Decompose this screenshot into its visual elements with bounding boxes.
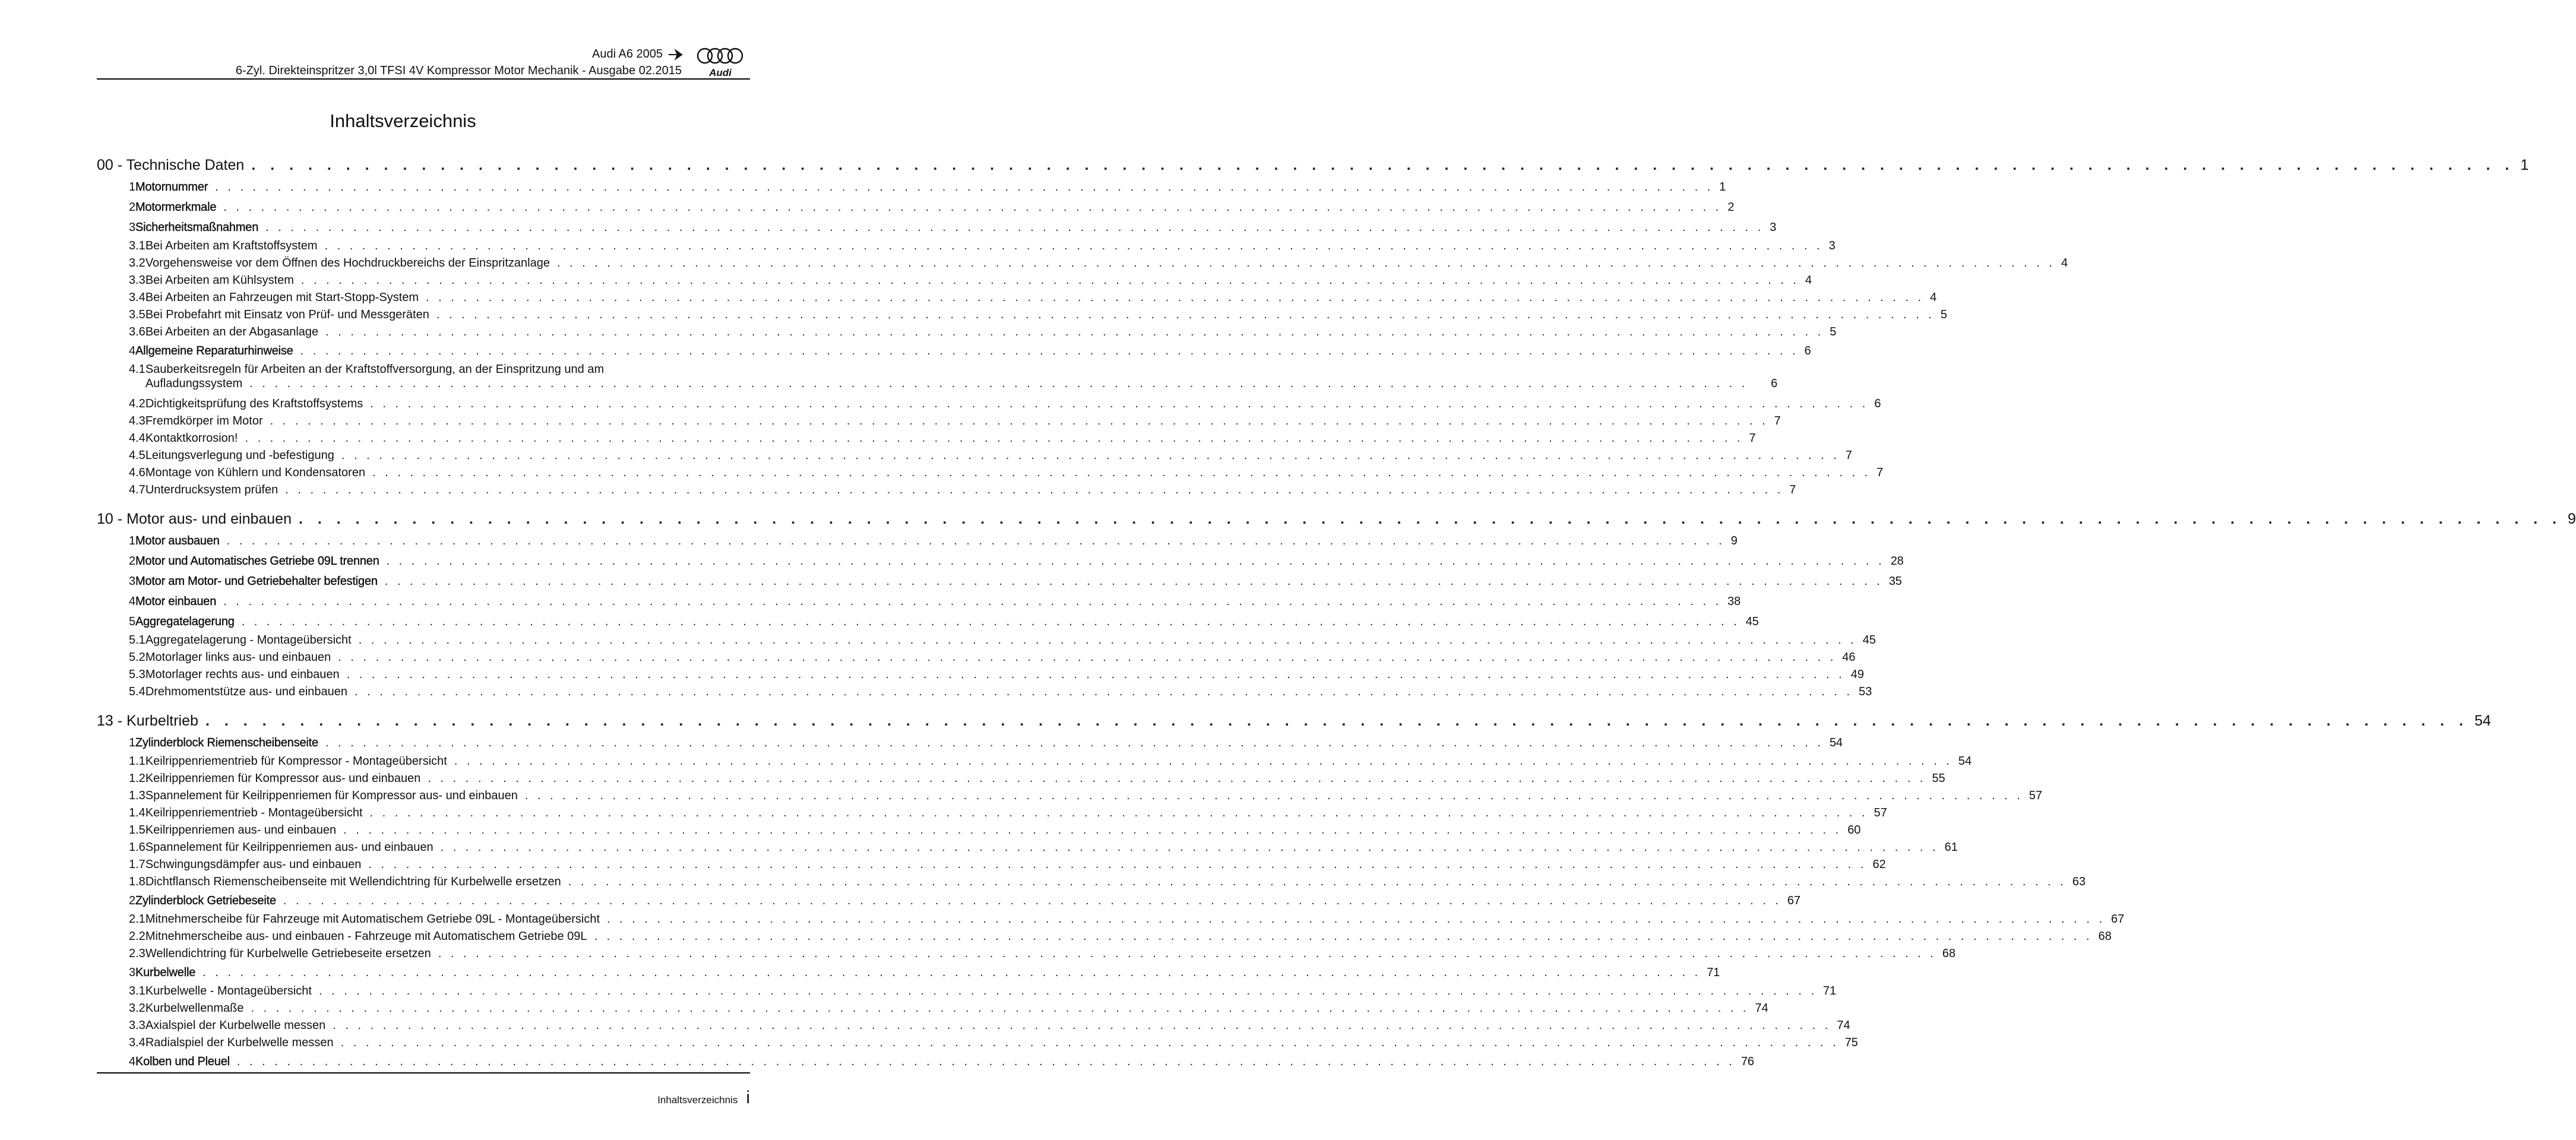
entry-title: Mitnehmerscheibe für Fahrzeuge mit Automatischem Getriebe 09L - Montageübersicht bbox=[145, 913, 600, 926]
table-of-contents bbox=[97, 153, 2576, 1072]
entry-page: 7 bbox=[1845, 449, 1853, 462]
leader-dots: . . . . . . . . . . . . . . . . . . . . . . . . . . . . . . . . . . . . . . . . . . . . . . . . . . . . . . . . . . . . . . . . . . . . . . . . . . . . . . . . . . . . . . . . . . . . . . . . . . . . . . . . . . . . . . . . . . . . . . . . bbox=[368, 858, 1867, 871]
leader-dots: . . . . . . . . . . . . . . . . . . . . . . . . . . . . . . . . . . . . . . . . . . . . . . . . . . . . . . . . . . . . . . . . . . . . . . . . . . . . . . . . . . . . . . . . . . . . . . . . . . . . . . . . . . . . . . . . . . . . . . . . bbox=[300, 274, 1799, 287]
leader-dots: . . . . . . . . . . . . . . . . . . . . . . . . . . . . . . . . . . . . . . . . . . . . . . . . . . . . . . . . . . . . . . . . . . . . . . . . . . . . . . . . . . . . . . . . . . . . . . . . . . . . . . . . . . . . . . . . . . . . . . . . bbox=[245, 432, 1743, 445]
toc-entry[interactable] bbox=[97, 928, 2112, 945]
toc-entry[interactable] bbox=[97, 683, 1872, 701]
toc-entry[interactable] bbox=[97, 822, 1861, 839]
leader-dots: . . . . . . . . . . . . . . . . . . . . . . . . . . . . . . . . . . . . . . . . . . . . . . . . . . . . . . . . . . . . . . . . . . . . . . . . . . . . . . . . . . . . . . . . . . . . . . . . . . . . . . . . . . . . . . . . . . . . . . . . bbox=[249, 377, 1748, 390]
chapter-title: 13 - Kurbeltrieb bbox=[97, 712, 198, 729]
leader-dots: . . . . . . . . . . . . . . . . . . . . . . . . . . . . . . . . . . . . . . . . . . . . . . . . . . . . . . . . . . . . . . . . . . . . . . . . . . . . . . . . . . . . . . . . . . . . . . . . . . . . . . . . . . . . . . . . . . . . . . . . bbox=[607, 913, 2106, 926]
entry-title: Keilrippenriementrieb für Kompressor - Montageübersicht bbox=[145, 755, 447, 768]
leader-dots: . . . . . . . . . . . . . . . . . . . . . . . . . . . . . . . . . . . . . . . . . . . . . . . . . . . . . . . . . . . . . . . . . . . . . . . . . . . . . . . . . . . . . . . . . . . . . . . . . . . . . . . . . . . . . . . . . . . . . . . . bbox=[355, 685, 1853, 698]
leader-dots: . . . . . . . . . . . . . . . . . . . . . . . . . . . . . . . . . . . . . . . . . . . . . . . . . . . . . . . . . . . . . . . . . . . . . . . . . . . . . . . . . . . . . . . . . . . . . . . . . . . . . . . . . . . . . . . . . . . . . . . . bbox=[202, 966, 1701, 979]
toc-entry[interactable] bbox=[97, 197, 1735, 217]
entry-title: Motor und Automatisches Getriebe 09L trennen bbox=[135, 555, 379, 568]
leader-dots: . . . . . . . . . . . . . . . . . . . . . . . . . . . . . . . . . . . . . . . . . . . . . . . . . . . . . . . . . . . . . . . . . . . . . . . . . . . . . . . . . . . . . . . . . . . . . . . . . . . . . . . . . . . . . . . . . . . . . . . . bbox=[426, 291, 1925, 304]
entry-title: Zylinderblock Getriebeseite bbox=[135, 894, 276, 907]
leader-dots: . . . . . . . . . . . . . . . . . . . . . . . . . . . . . . . . . . . . . . . . . . . . . . . . . . . . . . . . . . . . . . . . . . . . . . . . . . . . . . . . . . . . . . . . . . . . . . . . . . . . . . . . . . . . . . . . . . . . . . . . bbox=[215, 180, 1714, 194]
entry-page: 63 bbox=[2072, 875, 2086, 888]
footer-label: Inhaltsverzeichnis bbox=[657, 1094, 738, 1106]
entry-title: Kurbelwelle - Montageübersicht bbox=[145, 984, 312, 998]
entry-number: 1.2 bbox=[129, 772, 145, 785]
entry-number: 2.1 bbox=[129, 913, 145, 926]
leader-dots: . . . . . . . . . . . . . . . . . . . . . . . . . . . . . . . . . . . . . . . . . . . . . . . . . . . . . . . . . . . . . . . . . . . . . . . . . . . . . . . . . . . . . . . . . . . . . . . . . . . . . . . . . . . . . . . . . . . . . . . . bbox=[568, 875, 2067, 888]
toc-entry[interactable] bbox=[97, 591, 1741, 612]
entry-title: Aggregatelagerung - Montageübersicht bbox=[145, 634, 352, 647]
leader-dots: . . . . . . . . . . . . . . . . . . . . . . . . . . . . . . . . . . . . . . . . . . . . . . . . . . . . . . . . . . . . . . . . . . . . . . . . . . . . . . . . . . . . . . . . . . . . . . . . . . . . . . . . . . . . . . . . . . . . . . . . bbox=[358, 634, 1857, 647]
entry-number: 3.3 bbox=[129, 274, 145, 287]
leader-dots: . . . . . . . . . . . . . . . . . . . . . . . . . . . . . . . . . . . . . . . . . . . . . . . . . . . . . . . . . . . . . . . . . . . . . . . . . . . . . . . . . . . . . . . . . . . . . . . . . . . . . . . . . . . . . . . . . . . . . . . . bbox=[283, 894, 1781, 907]
entry-page: 7 bbox=[1774, 414, 1781, 428]
entry-title: Keilrippenriemen für Kompressor aus- und einbauen bbox=[145, 772, 421, 785]
entry-page: 2 bbox=[1727, 201, 1735, 214]
leader-dots: . . . . . . . . . . . . . . . . . . . . . . . . . . . . . . . . . . . . . . . . . . . . . . . . . . . . . . . . . . . . . . . . . . . . . . . . . . . . . . . . . . . . . . . . . . . . . . . . . . . . . . . . . . . . . . . . . . . . . . . . bbox=[251, 1002, 1749, 1015]
leader-dots: . . . . . . . . . . . . . . . . . . . . . . . . . . . . . . . . . . . . . . . . . . . . . . . . . . . . . . . . . . . . . . . . . . . . . . . . . . . . . . . . . . . . . . . . . . . . . . . . . . . . . . . . . . . . . . . . . . . . . . . . bbox=[341, 449, 1840, 462]
entry-page: 6 bbox=[1874, 397, 1881, 410]
entry-title: Motormerkmale bbox=[135, 201, 217, 214]
toc-entry[interactable] bbox=[97, 945, 1956, 962]
entry-page: 46 bbox=[1842, 651, 1856, 664]
footer-divider bbox=[97, 1072, 750, 1074]
entry-page: 67 bbox=[1787, 894, 1800, 907]
toc-entry[interactable] bbox=[97, 430, 1756, 447]
entry-title: Aggregatelagerung bbox=[135, 615, 235, 628]
entry-page: 5 bbox=[1830, 325, 1837, 338]
toc-entry[interactable] bbox=[97, 839, 1958, 856]
entry-page: 54 bbox=[1829, 736, 1843, 749]
entry-title: Axialspiel der Kurbelwelle messen bbox=[145, 1019, 326, 1032]
entry-page: 75 bbox=[1844, 1036, 1858, 1049]
toc-entry[interactable] bbox=[97, 983, 1837, 1000]
toc-entry[interactable] bbox=[97, 531, 1738, 551]
entry-number: 4.5 bbox=[129, 449, 145, 462]
entry-number: 1.5 bbox=[129, 824, 145, 837]
entry-title: Keilrippenriemen aus- und einbauen bbox=[145, 824, 337, 837]
entry-page: 53 bbox=[1859, 685, 1872, 698]
entry-title: Motor einbauen bbox=[135, 595, 217, 608]
entry-title-line2 bbox=[145, 376, 1777, 391]
leader-dots: . . . . . . . . . . . . . . . . . . . . . . . . . . . . . . . . . . . . . . . . . . . . . . . . . . . . . . . . . . . . . . . . . . . . . . . . . . . . . . . . . . . . . . . . . . . . . . . . . . . . . . . . . . . . . . . . . . . . . . . . bbox=[300, 344, 1799, 357]
leader-dots: . . . . . . . . . . . . . . . . . . . . . . . . . . . . . . . . . . . . . . . . . . . . . . . . . . . . . . . . . . . . . . . . . . . . . . . . . . . . . . . . . . . . . . . . . . . . . . . . . . . . . . . . . . . . . . . . . . . . . . . . bbox=[223, 201, 1722, 214]
entry-number: 1 bbox=[129, 534, 135, 547]
entry-title: Fremdkörper im Motor bbox=[145, 414, 263, 428]
toc-entry[interactable] bbox=[97, 306, 1947, 324]
entry-number: 5 bbox=[129, 615, 135, 628]
leader-dots: . . . . . . . . . . . . . . . . . . . . . . . . . . . . . . . . . . . . . . . . . . . . . . . . . . . . . . . . . . . . . . . . . . . . . . . . . . . . . . . . . . . . . . . . . . . . . . . . . . . . . . . . . . . . . . . . . . . . . . . . bbox=[436, 308, 1935, 321]
leader-dots: . . . . . . . . . . . . . . . . . . . . . . . . . . . . . . . . . . . . . . . . . . . . . . . . . . . . . . . . . . . . . . . . . . . . . . . . . . . . . . . . . . . . . . . . . . . . . . . . . . . . . . . . . . . . . . . . . . . . . . . . bbox=[386, 555, 1885, 568]
entry-title: Spannelement für Keilrippenriemen für Kompressor aus- und einbauen bbox=[145, 789, 518, 802]
entry-title: Motornummer bbox=[135, 180, 208, 194]
entry-page: 61 bbox=[1944, 841, 1958, 854]
entry-page: 4 bbox=[2061, 256, 2068, 270]
entry-page: 4 bbox=[1930, 291, 1937, 304]
leader-dots: . . . . . . . . . . . . . . . . . . . . . . . . . . . . . . . . . . . . . . . . . . . . . . . . . . . . . . . . . . . . . . . . . . . . . . . . . . . . . . . . . . . . . . . . . . . . . . . . . . . . . . . . . . . . . . . . . . . . . . . . bbox=[270, 414, 1768, 428]
entry-title: Sauberkeitsregeln für Arbeiten an der Kraftstoffversorgung, an der Einspritzung und am bbox=[145, 363, 605, 376]
toc-entry[interactable] bbox=[97, 177, 1726, 197]
leader-dots: . . . . . . . . . . . . . . . . . . . . . . . . . . . . . . . . . . . . . . . . . . . . . . . . . . . . . . . . . . . . . . . . . . . . . . . . . . . . . . . . . . . . . . . . . . . . . . . . . . . . . . . . . . . . . . . . . . . . . . . . bbox=[524, 789, 2023, 802]
entry-number: 2 bbox=[129, 894, 135, 907]
entry-number: 3 bbox=[129, 221, 135, 234]
toc-chapter[interactable] bbox=[97, 507, 2576, 531]
chapter-page: 54 bbox=[2474, 712, 2491, 729]
header-subtitle: 6-Zyl. Direkteinspritzer 3,0l TFSI 4V Kompressor Motor Mechanik - Ausgabe 02.2015 bbox=[235, 64, 682, 77]
audi-rings-icon bbox=[692, 46, 749, 78]
leader-dots: . . . . . . . . . . . . . . . . . . . . . . . . . . . . . . . . . . . . . . . . . . . . . . . . . . . . . . . . . . . . . . . . . . . . . . . . . . . . . . . . . . . . . . . . . . . . . . . . . . . . . . . . . . . . . . . . . . . . . . . . bbox=[343, 824, 1842, 837]
entry-page: 7 bbox=[1876, 466, 1884, 479]
entry-title: Radialspiel der Kurbelwelle messen bbox=[145, 1036, 334, 1049]
entry-page: 38 bbox=[1727, 595, 1741, 608]
entry-number: 3.5 bbox=[129, 308, 145, 321]
entry-title: Schwingungsdämpfer aus- und einbauen bbox=[145, 858, 362, 871]
entry-number: 3.3 bbox=[129, 1019, 145, 1032]
toc-entry[interactable] bbox=[97, 395, 1881, 413]
entry-page: 76 bbox=[1740, 1055, 1754, 1068]
entry-number: 1 bbox=[129, 736, 135, 749]
entry-number: 3.1 bbox=[129, 239, 145, 252]
entry-title: Kolben und Pleuel bbox=[135, 1055, 230, 1068]
entry-page: 1 bbox=[1719, 180, 1726, 194]
entry-number: 2 bbox=[129, 201, 135, 214]
leader-dots: . . . . . . . . . . . . . . . . . . . . . . . . . . . . . . . . . . . . . . . . . . . . . . . . . . . . . . . . . . . . . . . . . . . . . . . . . . . . . . . . . . . . . . . . . . . . . . . . . . . . . . . . . . . . . . . . . . . . . . . . bbox=[438, 947, 1936, 960]
toc-entry[interactable] bbox=[97, 805, 1887, 822]
entry-page: 60 bbox=[1847, 824, 1861, 837]
entry-number: 4 bbox=[129, 1055, 135, 1068]
entry-title: Drehmomentstütze aus- und einbauen bbox=[145, 685, 348, 698]
entry-title-cont: Aufladungssystem bbox=[145, 377, 243, 390]
entry-page: 57 bbox=[2028, 789, 2043, 802]
toc-entry[interactable] bbox=[97, 733, 1843, 753]
toc-entry[interactable] bbox=[97, 324, 1837, 341]
entry-number: 1.7 bbox=[129, 858, 145, 871]
entry-number: 4.4 bbox=[129, 432, 145, 445]
leader-dots: . . . . . . . . . . . . . . . . . . . . . . . . . . . . . . . . . . . . . . . . . . . . . . . . . . . . . . . . . . . . . . . . . . . . . . . . . . . . . . . . . . . . . . . . . . . . . . . . . . . . . . . . . . . . . . . . . . . . . . . . bbox=[226, 534, 1725, 547]
chapter-title: 00 - Technische Daten bbox=[97, 157, 245, 173]
entry-page: 71 bbox=[1707, 966, 1720, 979]
toc-entry[interactable] bbox=[97, 612, 1759, 632]
entry-number: 1.3 bbox=[129, 789, 145, 802]
leader-dots: . . . . . . . . . . . . . . . . . . . . . . . . . . . . . . . . . . . . . . . . . . . . . . . . . . . . . . . . . . . . . . . . . . . . . . . . . . . . . . . . . . . . . . . . . . . . . . . . . . . . . . . . . . . . . . . . . . . . . . . . bbox=[325, 325, 1824, 338]
entry-number: 3.4 bbox=[129, 1036, 145, 1049]
entry-number: 5.4 bbox=[129, 685, 145, 698]
entry-page: 9 bbox=[1730, 534, 1738, 547]
entry-number: 1.6 bbox=[129, 841, 145, 854]
entry-page: 54 bbox=[1958, 755, 1972, 768]
toc-entry[interactable] bbox=[97, 551, 1904, 571]
entry-number: 5.1 bbox=[129, 634, 145, 647]
entry-number: 4 bbox=[129, 595, 135, 608]
chapter-page: 9 bbox=[2568, 511, 2576, 527]
entry-page: 7 bbox=[1749, 432, 1756, 445]
entry-number: 4.1 bbox=[129, 363, 145, 376]
leader-dots: . . . . . . . . . . . . . . . . . . . . . . . . . . . . . . . . . . . . . . . . . . . . . . . . . . . . . . . . . . . . . . . . . . . . . . . . . . . . . . . . . . . . . . . . . . . . . . . . . . . . . . . . . . . . . . . . . . . . . . . . bbox=[556, 256, 2055, 270]
entry-page: 7 bbox=[1789, 483, 1796, 496]
entry-title: Bei Arbeiten an Fahrzeugen mit Start-Stopp-System bbox=[145, 291, 419, 304]
leader-dots: . . . . . . . . . . . . . . . . . . . . . . . . . . . . . . . . . . . . . . . . . . . . . . . . . . . . . . . . . . . . . . . . . . . . . . . . . . . . . . . . . . . . . . . . . . . . . . . . . . . . . . . . . . . . . . . . . . . . . . . . bbox=[594, 930, 2093, 943]
leader-dots: . . . . . . . . . . . . . . . . . . . . . . . . . . . . . . . . . . . . . . . . . . . . . . . . . . . . . . . . . . . . . . . . . . . . . . . . . . . . . . . . . . . . . . . . . . . . . . . . . . . . . . . . . . . . . . . . . . . . . . . . bbox=[241, 615, 1740, 628]
leader-dots: . . . . . . . . . . . . . . . . . . . . . . . . . . . . . . . . . . . . . . . . . . . . . . . . . . . . . . . . . . . . . . . . . . . . . . . . . . . . . . . . . . . . . . . . . . . . . . . . . . . . . . . . . . . . . . . . . . . . . . . . bbox=[251, 157, 2515, 173]
arrow-right-icon bbox=[669, 50, 682, 59]
toc-entry[interactable] bbox=[97, 1017, 1850, 1034]
entry-page: 49 bbox=[1850, 668, 1864, 681]
toc-entry[interactable] bbox=[97, 341, 1811, 361]
entry-number: 1.8 bbox=[129, 875, 145, 888]
entry-page: 28 bbox=[1890, 555, 1904, 568]
leader-dots: . . . . . . . . . . . . . . . . . . . . . . . . . . . . . . . . . . . . . . . . . . . . . . . . . . . . . . . . . . . . . . . . . . . . . . . . . . . . . . . . . . . . . . . . . . . . . . . . . . . . . . . . . . . . . . . . . . . . . . . . bbox=[325, 736, 1824, 749]
entry-page: 45 bbox=[1862, 634, 1876, 647]
entry-title: Bei Probefahrt mit Einsatz von Prüf- und Messgeräten bbox=[145, 308, 429, 321]
entry-number: 1 bbox=[129, 180, 135, 194]
entry-page: 74 bbox=[1837, 1019, 1850, 1032]
toc-entry[interactable] bbox=[97, 1052, 1754, 1072]
entry-number: 1.4 bbox=[129, 806, 145, 819]
toc-entry[interactable] bbox=[97, 770, 1945, 787]
entry-page: 74 bbox=[1755, 1002, 1768, 1015]
entry-page: 57 bbox=[1874, 806, 1887, 819]
entry-page: 3 bbox=[1828, 239, 1836, 252]
entry-title: Montage von Kühlern und Kondensatoren bbox=[145, 466, 366, 479]
entry-title: Motor ausbauen bbox=[135, 534, 220, 547]
entry-number: 4.6 bbox=[129, 466, 145, 479]
leader-dots: . . . . . . . . . . . . . . . . . . . . . . . . . . . . . . . . . . . . . . . . . . . . . . . . . . . . . . . . . . . . . . . . . . . . . . . . . . . . . . . . . . . . . . . . . . . . . . . . . . . . . . . . . . . . . . . . . . . . . . . . bbox=[370, 397, 1869, 410]
header-divider bbox=[97, 78, 750, 80]
toc-entry[interactable] bbox=[97, 447, 1853, 464]
toc-entry[interactable] bbox=[97, 787, 2043, 805]
entry-page: 6 bbox=[1771, 377, 1778, 390]
leader-dots: . . . . . . . . . . . . . . . . . . . . . . . . . . . . . . . . . . . . . . . . . . . . . . . . . . . . . . . . . . . . . . . . . . . . . . . . . . . . . . . . . . . . . . . . . . . . . . . . . . . . . . . . . . . . . . . . . . . . . . . . bbox=[324, 239, 1823, 252]
toc-entry[interactable] bbox=[97, 962, 1720, 983]
leader-dots: . . . . . . . . . . . . . . . . . . . . . . . . . . . . . . . . . . . . . . . . . . . . . . . . . . . . . . . . . . . . . . . . . . . . . . . . . . . . . . . . . . . . . . . . . . . . . . . . . . . . . . . . . . . . . . . . . . . . . . . . bbox=[223, 595, 1722, 608]
toc-entry[interactable] bbox=[97, 361, 1778, 395]
entry-number: 1.1 bbox=[129, 755, 145, 768]
entry-number: 3 bbox=[129, 966, 135, 979]
entry-title: Kurbelwellenmaße bbox=[145, 1002, 244, 1015]
entry-page: 55 bbox=[1932, 772, 1945, 785]
entry-number: 3.1 bbox=[129, 984, 145, 998]
entry-title: Mitnehmerscheibe aus- und einbauen - Fahrzeuge mit Automatischem Getriebe 09L bbox=[145, 930, 587, 943]
entry-title: Motorlager rechts aus- und einbauen bbox=[145, 668, 340, 681]
entry-title: Kurbelwelle bbox=[135, 966, 196, 979]
toc-entry[interactable] bbox=[97, 464, 1884, 482]
entry-page: 5 bbox=[1940, 308, 1947, 321]
entry-page: 62 bbox=[1872, 858, 1886, 871]
entry-number: 3.2 bbox=[129, 1002, 145, 1015]
leader-dots: . . . . . . . . . . . . . . . . . . . . . . . . . . . . . . . . . . . . . . . . . . . . . . . . . . . . . . . . . . . . . . . . . . . . . . . . . . . . . . . . . . . . . . . . . . . . . . . . . . . . . . . . . . . . . . . . . . . . . . . . bbox=[318, 984, 1818, 998]
entry-page: 45 bbox=[1745, 615, 1759, 628]
toc-entry[interactable] bbox=[97, 571, 1902, 591]
entry-number: 3.6 bbox=[129, 325, 145, 338]
chapter-page: 1 bbox=[2520, 157, 2529, 173]
leader-dots: . . . . . . . . . . . . . . . . . . . . . . . . . . . . . . . . . . . . . . . . . . . . . . . . . . . . . . . . . . . . . . . . . . . . . . . . . . . . . . . . . . . . . . . . . . . . . . . . . . . . . . . . . . . . . . . . . . . . . . . . bbox=[333, 1019, 1831, 1032]
header-model-text: Audi A6 2005 bbox=[592, 48, 663, 61]
toc-entry[interactable] bbox=[97, 632, 1876, 649]
toc-entry[interactable] bbox=[97, 891, 1800, 911]
entry-number: 3.2 bbox=[129, 256, 145, 270]
leader-dots: . . . . . . . . . . . . . . . . . . . . . . . . . . . . . . . . . . . . . . . . . . . . . . . . . . . . . . . . . . . . . . . . . . . . . . . . . . . . . . . . . . . . . . . . . . . . . . . . . . . . . . . . . . . . . . . . . . . . . . . . bbox=[428, 772, 1926, 785]
entry-number: 5.2 bbox=[129, 651, 145, 664]
entry-title: Dichtigkeitsprüfung des Kraftstoffsystems bbox=[145, 397, 363, 410]
entry-title: Allgemeine Reparaturhinweise bbox=[135, 344, 293, 357]
entry-page: 35 bbox=[1888, 575, 1902, 588]
entry-number: 5.3 bbox=[129, 668, 145, 681]
entry-page: 71 bbox=[1823, 984, 1837, 998]
toc-entry[interactable] bbox=[97, 272, 1812, 289]
page-title: Inhaltsverzeichnis bbox=[330, 110, 476, 131]
leader-dots: . . . . . . . . . . . . . . . . . . . . . . . . . . . . . . . . . . . . . . . . . . . . . . . . . . . . . . . . . . . . . . . . . . . . . . . . . . . . . . . . . . . . . . . . . . . . . . . . . . . . . . . . . . . . . . . . . . . . . . . . bbox=[205, 712, 2469, 729]
entry-number: 2 bbox=[129, 555, 135, 568]
entry-title: Leitungsverlegung und -befestigung bbox=[145, 449, 334, 462]
entry-number: 4 bbox=[129, 344, 135, 357]
toc-entry[interactable] bbox=[97, 238, 1836, 255]
entry-page: 3 bbox=[1770, 221, 1777, 234]
entry-title: Bei Arbeiten am Kühlsystem bbox=[145, 274, 294, 287]
entry-title: Bei Arbeiten an der Abgasanlage bbox=[145, 325, 319, 338]
entry-title: Unterdrucksystem prüfen bbox=[145, 483, 279, 496]
toc-entry[interactable] bbox=[97, 255, 2068, 272]
entry-number: 4.3 bbox=[129, 414, 145, 428]
entry-number: 2.2 bbox=[129, 930, 145, 943]
page-header bbox=[97, 46, 750, 82]
toc-entry[interactable] bbox=[97, 1000, 1768, 1017]
toc-entry[interactable] bbox=[97, 873, 2086, 891]
entry-title: Wellendichtring für Kurbelwelle Getriebeseite ersetzen bbox=[145, 947, 431, 960]
header-model bbox=[592, 48, 682, 61]
page-footer bbox=[657, 1088, 750, 1108]
entry-page: 68 bbox=[2098, 930, 2112, 943]
entry-title: Zylinderblock Riemenscheibenseite bbox=[135, 736, 318, 749]
toc-entry[interactable] bbox=[97, 649, 1856, 666]
entry-number: 3 bbox=[129, 575, 135, 588]
entry-title: Sicherheitsmaßnahmen bbox=[135, 221, 259, 234]
footer-page-number: i bbox=[746, 1088, 750, 1107]
leader-dots: . . . . . . . . . . . . . . . . . . . . . . . . . . . . . . . . . . . . . . . . . . . . . . . . . . . . . . . . . . . . . . . . . . . . . . . . . . . . . . . . . . . . . . . . . . . . . . . . . . . . . . . . . . . . . . . . . . . . . . . . bbox=[346, 668, 1845, 681]
entry-title: Motor am Motor- und Getriebehalter befestigen bbox=[135, 575, 378, 588]
entry-page: 68 bbox=[1942, 947, 1956, 960]
leader-dots: . . . . . . . . . . . . . . . . . . . . . . . . . . . . . . . . . . . . . . . . . . . . . . . . . . . . . . . . . . . . . . . . . . . . . . . . . . . . . . . . . . . . . . . . . . . . . . . . . . . . . . . . . . . . . . . . . . . . . . . . bbox=[285, 483, 1784, 496]
toc-entry[interactable] bbox=[97, 289, 1937, 306]
toc-entry[interactable] bbox=[97, 482, 1796, 499]
leader-dots: . . . . . . . . . . . . . . . . . . . . . . . . . . . . . . . . . . . . . . . . . . . . . . . . . . . . . . . . . . . . . . . . . . . . . . . . . . . . . . . . . . . . . . . . . . . . . . . . . . . . . . . . . . . . . . . . . . . . . . . . bbox=[338, 651, 1837, 664]
leader-dots: . . . . . . . . . . . . . . . . . . . . . . . . . . . . . . . . . . . . . . . . . . . . . . . . . . . . . . . . . . . . . . . . . . . . . . . . . . . . . . . . . . . . . . . . . . . . . . . . . . . . . . . . . . . . . . . . . . . . . . . . bbox=[299, 511, 2562, 527]
toc-entry[interactable] bbox=[97, 753, 1972, 770]
leader-dots: . . . . . . . . . . . . . . . . . . . . . . . . . . . . . . . . . . . . . . . . . . . . . . . . . . . . . . . . . . . . . . . . . . . . . . . . . . . . . . . . . . . . . . . . . . . . . . . . . . . . . . . . . . . . . . . . . . . . . . . . bbox=[340, 1036, 1839, 1049]
leader-dots: . . . . . . . . . . . . . . . . . . . . . . . . . . . . . . . . . . . . . . . . . . . . . . . . . . . . . . . . . . . . . . . . . . . . . . . . . . . . . . . . . . . . . . . . . . . . . . . . . . . . . . . . . . . . . . . . . . . . . . . . bbox=[236, 1055, 1735, 1068]
leader-dots: . . . . . . . . . . . . . . . . . . . . . . . . . . . . . . . . . . . . . . . . . . . . . . . . . . . . . . . . . . . . . . . . . . . . . . . . . . . . . . . . . . . . . . . . . . . . . . . . . . . . . . . . . . . . . . . . . . . . . . . . bbox=[454, 755, 1952, 768]
toc-entry[interactable] bbox=[97, 911, 2125, 928]
entry-title: Vorgehensweise vor dem Öffnen des Hochdruckbereichs der Einspritzanlage bbox=[145, 256, 550, 270]
toc-entry[interactable] bbox=[97, 666, 1864, 683]
entry-title: Spannelement für Keilrippenriemen aus- und einbauen bbox=[145, 841, 433, 854]
entry-title: Dichtflansch Riemenscheibenseite mit Wellendichtring für Kurbelwelle ersetzen bbox=[145, 875, 561, 888]
entry-number: 4.7 bbox=[129, 483, 145, 496]
chapter-title: 10 - Motor aus- und einbauen bbox=[97, 511, 292, 527]
toc-entry[interactable] bbox=[97, 217, 1777, 238]
entry-title: Motorlager links aus- und einbauen bbox=[145, 651, 331, 664]
toc-chapter[interactable] bbox=[97, 153, 2529, 177]
entry-page: 6 bbox=[1804, 344, 1811, 357]
entry-number: 3.4 bbox=[129, 291, 145, 304]
leader-dots: . . . . . . . . . . . . . . . . . . . . . . . . . . . . . . . . . . . . . . . . . . . . . . . . . . . . . . . . . . . . . . . . . . . . . . . . . . . . . . . . . . . . . . . . . . . . . . . . . . . . . . . . . . . . . . . . . . . . . . . . bbox=[440, 841, 1939, 854]
leader-dots: . . . . . . . . . . . . . . . . . . . . . . . . . . . . . . . . . . . . . . . . . . . . . . . . . . . . . . . . . . . . . . . . . . . . . . . . . . . . . . . . . . . . . . . . . . . . . . . . . . . . . . . . . . . . . . . . . . . . . . . . bbox=[265, 221, 1764, 234]
toc-entry[interactable] bbox=[97, 413, 1781, 430]
toc-entry[interactable] bbox=[97, 856, 1886, 873]
toc-entry[interactable] bbox=[97, 1034, 1858, 1052]
entry-title-wrap bbox=[145, 361, 1777, 391]
leader-dots: . . . . . . . . . . . . . . . . . . . . . . . . . . . . . . . . . . . . . . . . . . . . . . . . . . . . . . . . . . . . . . . . . . . . . . . . . . . . . . . . . . . . . . . . . . . . . . . . . . . . . . . . . . . . . . . . . . . . . . . . bbox=[384, 575, 1883, 588]
entry-number: 4.2 bbox=[129, 397, 145, 410]
leader-dots: . . . . . . . . . . . . . . . . . . . . . . . . . . . . . . . . . . . . . . . . . . . . . . . . . . . . . . . . . . . . . . . . . . . . . . . . . . . . . . . . . . . . . . . . . . . . . . . . . . . . . . . . . . . . . . . . . . . . . . . . bbox=[369, 806, 1868, 819]
audi-logo-text: Audi bbox=[709, 67, 732, 78]
entry-number: 2.3 bbox=[129, 947, 145, 960]
leader-dots: . . . . . . . . . . . . . . . . . . . . . . . . . . . . . . . . . . . . . . . . . . . . . . . . . . . . . . . . . . . . . . . . . . . . . . . . . . . . . . . . . . . . . . . . . . . . . . . . . . . . . . . . . . . . . . . . . . . . . . . . bbox=[372, 466, 1871, 479]
entry-page: 67 bbox=[2111, 913, 2125, 926]
entry-title: Kontaktkorrosion! bbox=[145, 432, 238, 445]
entry-page: 4 bbox=[1805, 274, 1812, 287]
entry-title: Bei Arbeiten am Kraftstoffsystem bbox=[145, 239, 318, 252]
toc-chapter[interactable] bbox=[97, 709, 2491, 733]
entry-title: Keilrippenriementrieb - Montageübersicht bbox=[145, 806, 363, 819]
